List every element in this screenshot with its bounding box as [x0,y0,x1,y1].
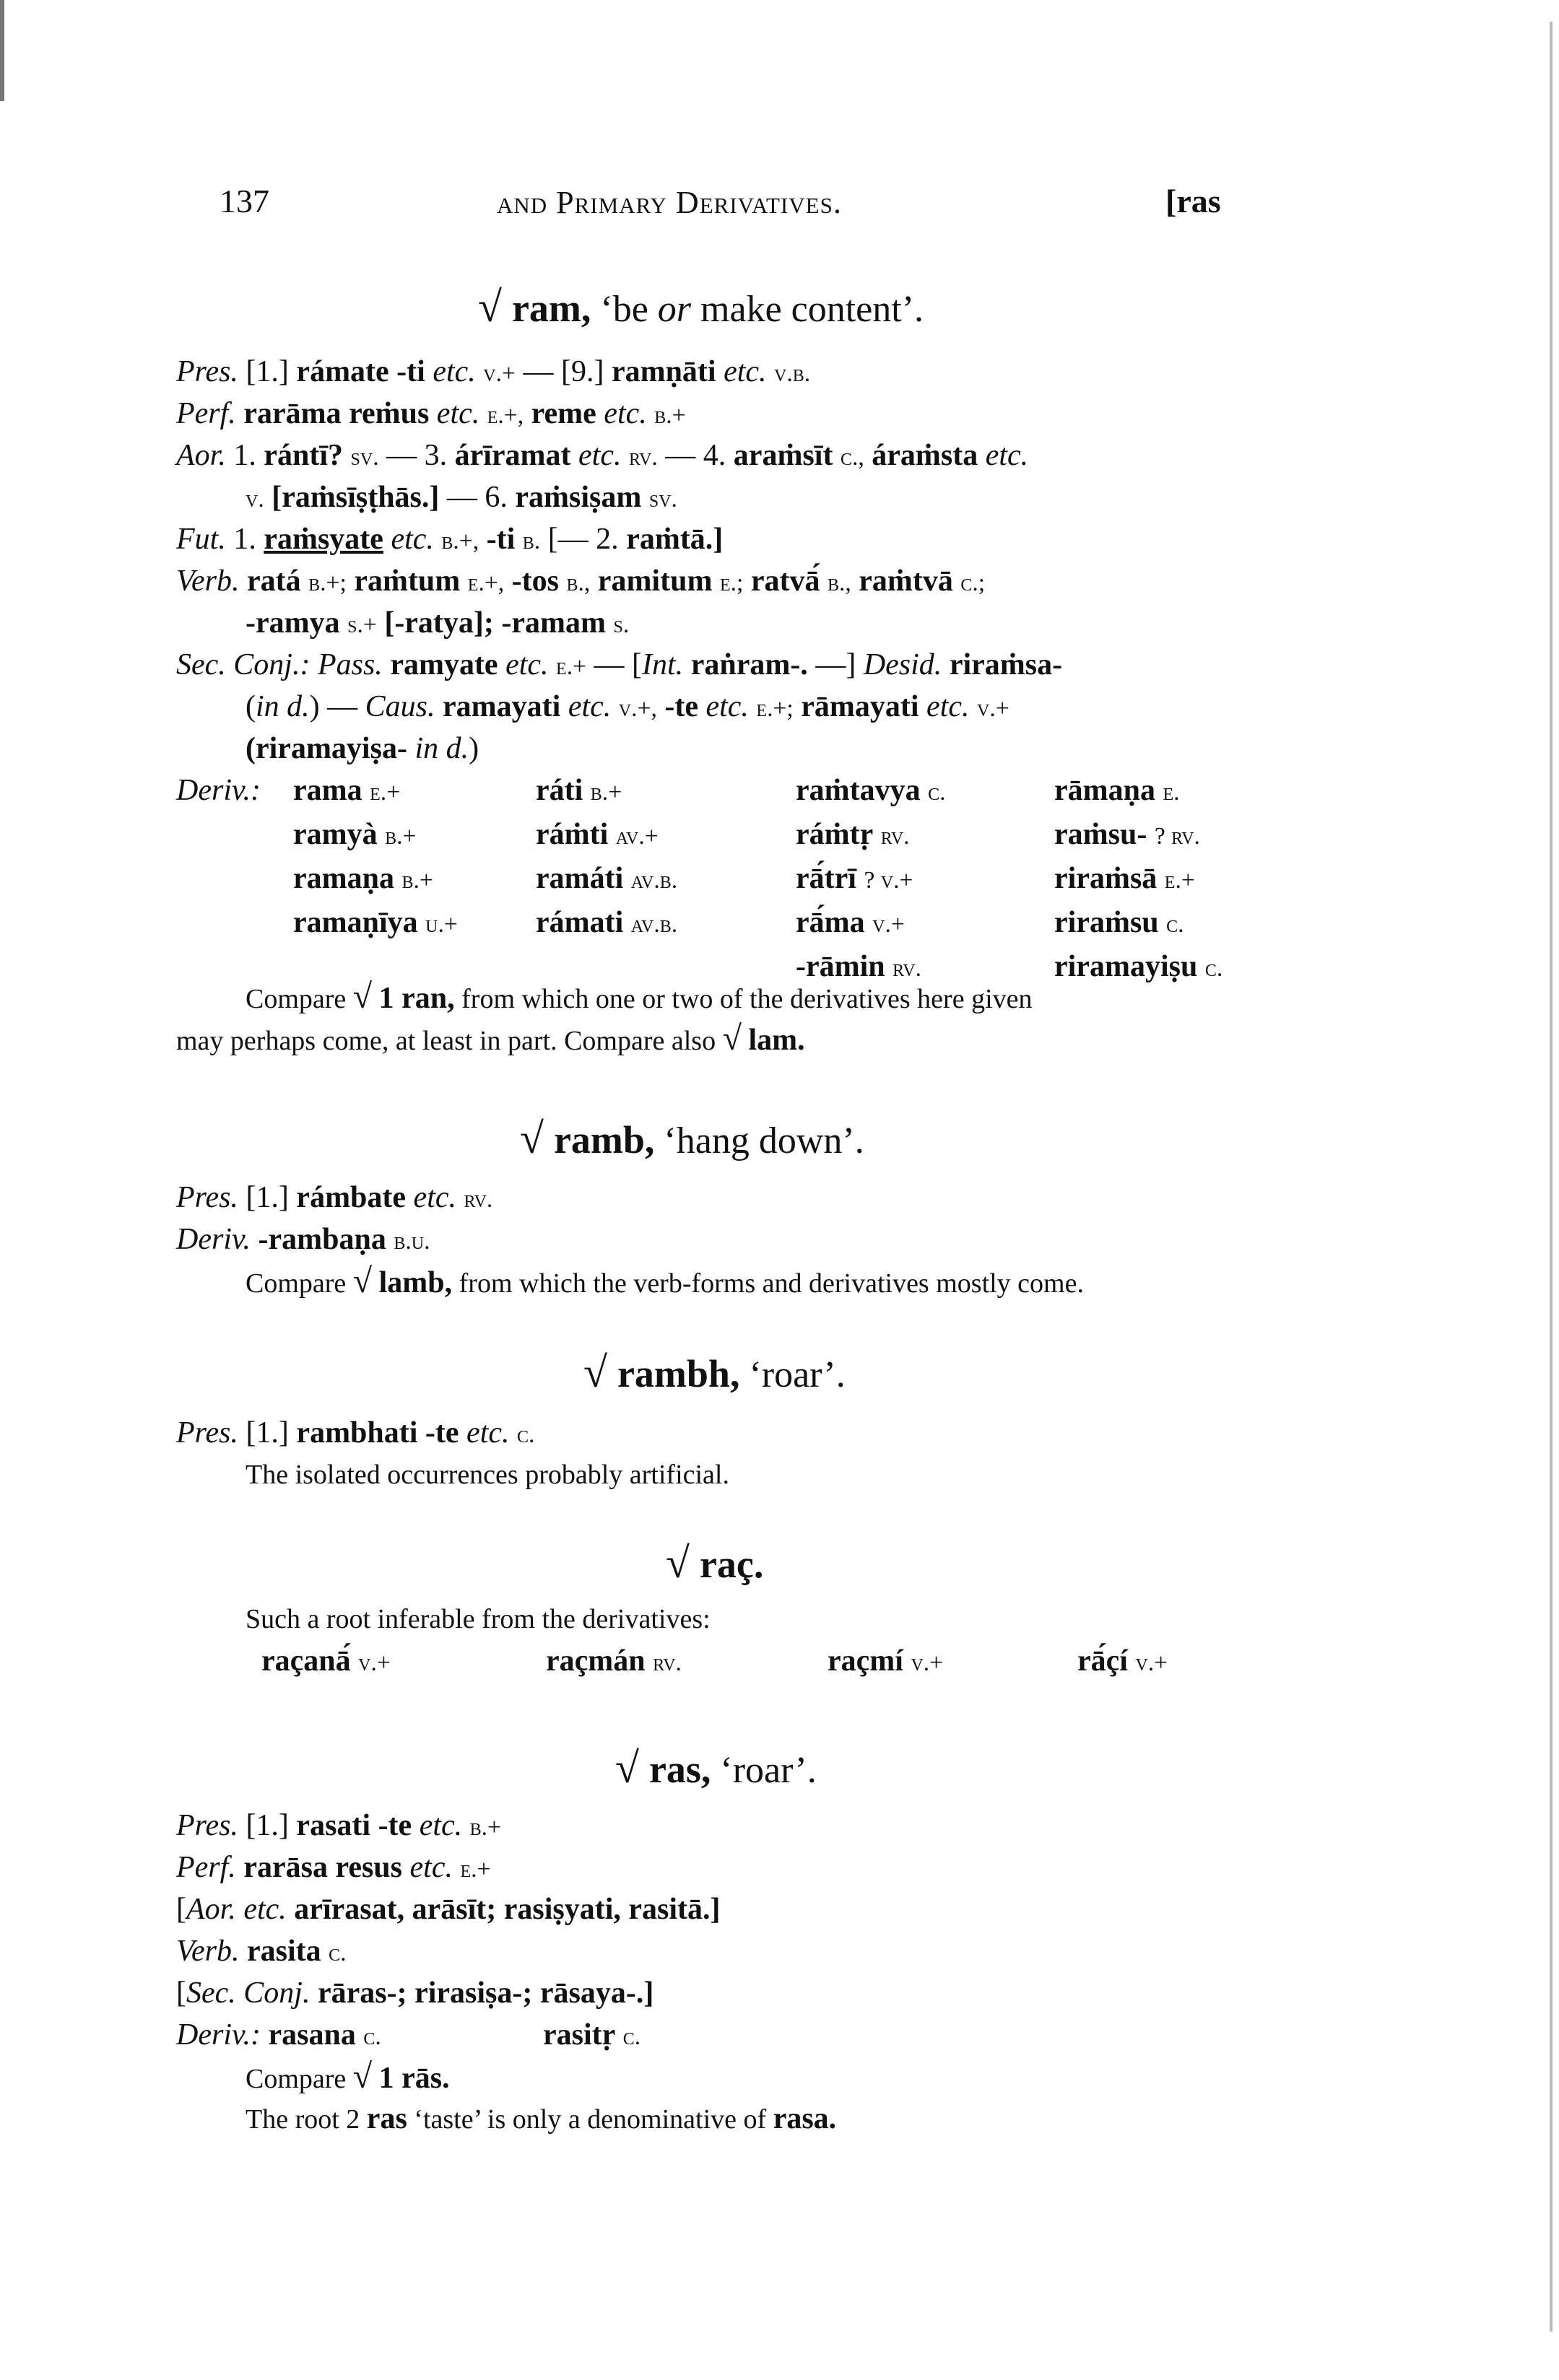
form: raṅram-. [690,648,808,681]
root-ref: 1 ran, [378,982,455,1015]
root-word: rambh, [617,1352,740,1395]
etc: etc. [436,397,480,430]
deriv-source: c. [1166,911,1184,938]
source: v.+, [618,695,657,722]
source: b.+ [654,402,686,429]
label-pres: Pres. [176,1809,238,1842]
deriv-source: c. [1204,955,1223,982]
punct: [ [176,1893,186,1926]
gloss-or: or [657,289,692,330]
root-word: raç. [699,1543,764,1586]
punct: —] [815,648,856,681]
deriv-item [293,814,458,858]
ram-compare-line-2 [176,1018,805,1062]
deriv-word: raṁtavya [796,774,921,807]
radical-sign: √ [478,283,502,331]
ras-deriv-line [176,2014,381,2058]
form: -ramam [501,606,606,640]
entry-title-rac [666,1539,764,1587]
deriv-word: ráti [536,774,583,807]
etc: etc. [505,648,549,681]
deriv-column-1 [293,770,458,946]
form: rasati -te [296,1809,412,1842]
form: -tos [511,565,559,598]
deriv-word: raçanā́ [261,1644,351,1678]
form: arīrasat, arāsīt; rasiṣyati, rasitā.] [294,1893,721,1926]
deriv-word: -rāmin [796,950,885,983]
deriv-word: riramayiṣu [1054,950,1198,983]
deriv-word: ramáti [536,862,624,895]
form: ramayati [443,690,561,723]
deriv-item [796,770,946,814]
etc: etc. [419,1809,463,1842]
source: c. [622,2023,641,2050]
ram-fut-line [176,518,723,562]
form: araṁsīt [733,439,833,472]
deriv-word: raçmí [828,1644,903,1678]
source: b. [522,528,541,554]
ramb-compare-line [246,1260,1084,1304]
deriv-item [1054,858,1223,902]
deriv-source: b.+ [385,823,417,850]
source: b., [566,570,591,596]
form: rambhati -te [296,1416,459,1450]
label-pres: Pres. [176,355,238,388]
source: c. [329,1940,347,1966]
gloss: ‘roar’. [720,1750,817,1791]
deriv-item [1054,946,1223,990]
ram-perf-line [176,393,686,437]
class: — 6. [446,481,508,514]
ram-verb-line [176,560,985,604]
deriv-word: rā́çí [1077,1644,1128,1678]
source: e.+, [487,402,524,429]
radical-sign: √ [352,977,373,1016]
source: e.+, [467,570,505,596]
etc: etc. [413,1181,456,1214]
deriv-item [536,770,677,814]
deriv-item [1054,770,1223,814]
label-verb: Verb. [176,1935,240,1968]
etc: etc. [391,523,434,556]
deriv-source: v.+ [1135,1649,1168,1676]
deriv-item [293,770,458,814]
deriv-word: ramaṇīya [293,906,418,939]
deriv-source: rv. [653,1649,682,1676]
form: rántī? [264,439,344,472]
form: ramṇāti [611,355,716,388]
ram-verb-line-2 [246,602,629,646]
class: [1.] [246,1181,289,1214]
entry-title-ras [615,1744,817,1792]
radical-sign: √ [722,1019,742,1058]
deriv-word: ramyà [293,818,378,851]
rac-deriv-2 [546,1640,682,1684]
source: e.+ [460,1856,491,1883]
form: [-ratya]; [384,606,494,640]
scan-edge-right [1550,22,1553,2332]
source: sv. [350,444,379,471]
ramb-pres-line [176,1177,492,1221]
rac-deriv-4 [1077,1640,1168,1684]
gloss: make content’. [700,289,924,330]
etc: etc. [604,397,647,430]
source: c. [363,2023,381,2050]
source: b., [827,570,851,596]
form: -ti [486,523,516,556]
deriv-word: rāmaṇa [1054,774,1155,807]
deriv-source: v.+ [358,1649,391,1676]
label: Caus. [365,690,435,723]
deriv-source: av.+ [615,823,659,850]
form: [raṁsīṣṭhās.] [272,481,440,514]
ras-deriv-item-2 [543,2014,640,2058]
etc: etc. [466,1416,510,1450]
form: raṁtum [354,565,461,598]
deriv-item [1054,814,1223,858]
label: Pass. [317,648,383,681]
class: — [9.] [523,355,604,388]
class: [1.] [246,1416,289,1450]
form: raṁtvā [859,565,953,598]
label-perf: Perf. [176,1851,236,1884]
entry-title-ram [478,283,924,331]
deriv-word: rā́trī [796,862,856,895]
deriv-word: raṁsu- [1054,818,1147,851]
form: rarāsa resus [243,1851,403,1884]
radical-sign: √ [352,1262,373,1300]
source: v.+ [977,695,1009,722]
etc: etc. [724,355,767,388]
label-aor: Aor. [176,439,226,472]
root-ref: 1 rās. [378,2062,450,2095]
rambh-pres-line [176,1412,534,1456]
deriv-word: rámati [536,906,624,939]
form: raṁtā.] [626,523,724,556]
root-word: ram, [511,287,591,330]
deriv-item [536,902,677,946]
deriv-source: ? rv. [1154,823,1200,850]
text: ‘taste’ is only a denominative of [414,2104,767,2135]
deriv-source: rv. [880,823,910,850]
form: -ramya [246,606,340,640]
source: b.+, [441,528,479,554]
source: rv. [628,444,658,471]
class: — 4. [665,439,726,472]
label-sec-conj: Sec. Conj.: [176,648,311,681]
label-verb: Verb. [176,565,240,598]
class: 1. [233,523,256,556]
ras-aor-line [176,1888,721,1930]
etc: etc. [578,439,622,472]
source: b.u. [394,1228,430,1255]
deriv-source: e.+ [370,779,401,806]
source: b.+ [469,1814,501,1841]
ras-sec-line [176,1972,653,2014]
class: 1. [233,439,256,472]
punct: ) [309,690,320,723]
deriv-source: c. [928,779,946,806]
deriv-item [796,814,946,858]
form: reme [531,397,596,430]
label: in d. [414,732,469,765]
deriv-source: e. [1163,779,1180,806]
source: v.+ [483,360,516,387]
text: Compare [246,984,347,1014]
label: in d. [256,690,310,723]
deriv-item [293,858,458,902]
ram-compare-line-1 [246,976,1033,1020]
punct: — [ [594,648,643,681]
etc: etc. [985,439,1029,472]
radical-sign: √ [583,1348,607,1396]
rac-deriv-1 [261,1640,391,1684]
root-ref: rasa. [773,2102,837,2135]
class: [1.] [246,1809,289,1842]
label-pres: Pres. [176,1181,238,1214]
root-word: ramb, [553,1118,655,1161]
deriv-word: ráṁti [536,818,609,851]
deriv-column-3 [796,770,946,990]
deriv-word: rama [293,774,362,807]
form: árīramat [454,439,571,472]
form: ramyate [390,648,498,681]
radical-sign: √ [615,1744,639,1792]
form: riraṁsa- [949,648,1063,681]
etc: etc. [433,355,476,388]
class: — 3. [386,439,448,472]
label-deriv: Deriv. [176,1223,251,1256]
scan-edge-left [0,0,4,101]
form: rasana [268,2018,356,2052]
ras-perf-line [176,1847,490,1891]
form: rarāma reṁus [243,397,430,430]
gloss: ‘hang down’. [664,1120,864,1161]
deriv-word: ramaṇa [293,862,394,895]
ras-compare-line [246,2056,450,2100]
source: rv. [464,1186,493,1213]
source: e.; [719,570,744,596]
rac-deriv-3 [828,1640,943,1684]
source: c. [517,1421,535,1448]
form: rāmayati [801,690,919,723]
punct: ( [246,690,256,723]
text: Compare [246,2064,347,2094]
root-ref: lam. [748,1024,805,1057]
source: s.+ [347,611,377,638]
radical-sign: √ [520,1115,544,1162]
root-ref: ras [366,2102,407,2135]
deriv-source: e.+ [1164,867,1195,894]
form: -rambaṇa [258,1223,386,1256]
text: The root 2 [246,2104,360,2135]
deriv-column-4 [1054,770,1223,990]
text: may perhaps come, at least in part. Compare also [176,1026,716,1056]
ramb-deriv-line [176,1219,430,1263]
form: ratá [247,565,301,598]
running-title: and Primary Derivatives. [497,185,842,220]
class: [— 2. [547,523,619,556]
form: ratvā́ [750,565,820,598]
radical-sign: √ [352,2057,373,2096]
text: Compare [246,1268,347,1299]
rac-intro: Such a root inferable from the derivatives: [246,1604,711,1634]
source: c., [840,444,864,471]
ram-sec-line [176,644,1062,688]
deriv-item [1054,902,1223,946]
form: rāras-; rirasiṣa-; rāsaya-.] [317,1976,654,2010]
punct: [ [176,1976,186,2010]
root-ref: lamb, [378,1266,453,1299]
ras-verb-line [176,1930,347,1974]
label: Desid. [863,648,942,681]
radical-sign: √ [666,1539,690,1587]
deriv-item [293,902,458,946]
form: rasita [247,1935,321,1968]
deriv-source: b.+ [590,779,622,806]
deriv-source: v.+ [872,911,905,938]
form: -te [664,690,698,723]
running-keyword: [ras [1165,183,1221,219]
etc: etc. [568,690,612,723]
deriv-source: u.+ [425,911,458,938]
text: from which the verb-forms and derivatives mostly come. [459,1268,1084,1299]
form: raṁsyate [264,523,383,556]
ram-aor-line [176,435,1028,479]
source: b.+; [308,570,347,596]
label-sec-conj: Sec. Conj. [186,1976,311,2010]
deriv-source: v.+ [911,1649,944,1676]
ram-sec-line-3 [246,728,479,770]
label-fut: Fut. [176,523,226,556]
ram-pres-line [176,351,810,395]
form: áraṁsta [872,439,978,472]
class: [1.] [246,355,289,388]
label-deriv: Deriv.: [176,2018,261,2052]
deriv-item [536,858,677,902]
ram-aor-line-2 [246,476,677,520]
deriv-word: riraṁsā [1054,862,1158,895]
gloss: ‘be [600,289,648,330]
deriv-item [536,814,677,858]
source: v.b. [774,360,811,387]
source: e.+; [756,695,794,722]
label: Int. [642,648,684,681]
label-pres: Pres. [176,1416,238,1450]
rambh-note: The isolated occurrences probably artificial. [246,1460,729,1490]
deriv-word: riraṁsu [1054,906,1159,939]
form: raṁsiṣam [515,481,642,514]
entry-title-ramb [520,1117,864,1162]
source: e.+ [556,653,587,680]
deriv-word: raçmán [546,1644,646,1678]
form: rasitṛ [543,2018,616,2052]
form: rámate -ti [296,355,425,388]
source: sv. [648,486,677,513]
root-word: ras, [648,1748,711,1791]
etc: etc. [926,690,970,723]
etc: etc. [409,1851,453,1884]
deriv-source: av.b. [630,911,678,938]
ras-pres-line [176,1805,501,1849]
label-perf: Perf. [176,397,236,430]
deriv-word: rā́ma [796,906,865,939]
form: ramitum [597,565,713,598]
source: v. [246,486,264,513]
deriv-source: av.b. [630,867,678,894]
etc: etc. [705,690,749,723]
deriv-word: ráṁtṛ [796,818,874,851]
form: (riramayiṣa- [246,732,407,765]
source: s. [613,611,630,638]
deriv-source: b.+ [401,867,433,894]
ras-note-line [246,2098,836,2140]
page-number: 137 [220,183,269,219]
ram-sec-line-2 [246,686,1009,730]
deriv-source: rv. [893,955,921,982]
text: from which one or two of the derivatives here given [461,984,1033,1014]
deriv-source: ? v.+ [864,867,913,894]
gloss: ‘roar’. [749,1354,846,1395]
entry-title-rambh [583,1348,846,1396]
deriv-column-2 [536,770,677,946]
punct: ) [469,732,479,765]
punct: — [327,690,358,723]
source: c.; [960,570,986,596]
label-aor: Aor. etc. [186,1893,287,1926]
form: rámbate [296,1181,407,1214]
deriv-item [796,858,946,902]
ram-deriv-label: Deriv.: [176,774,261,807]
deriv-item [796,902,946,946]
